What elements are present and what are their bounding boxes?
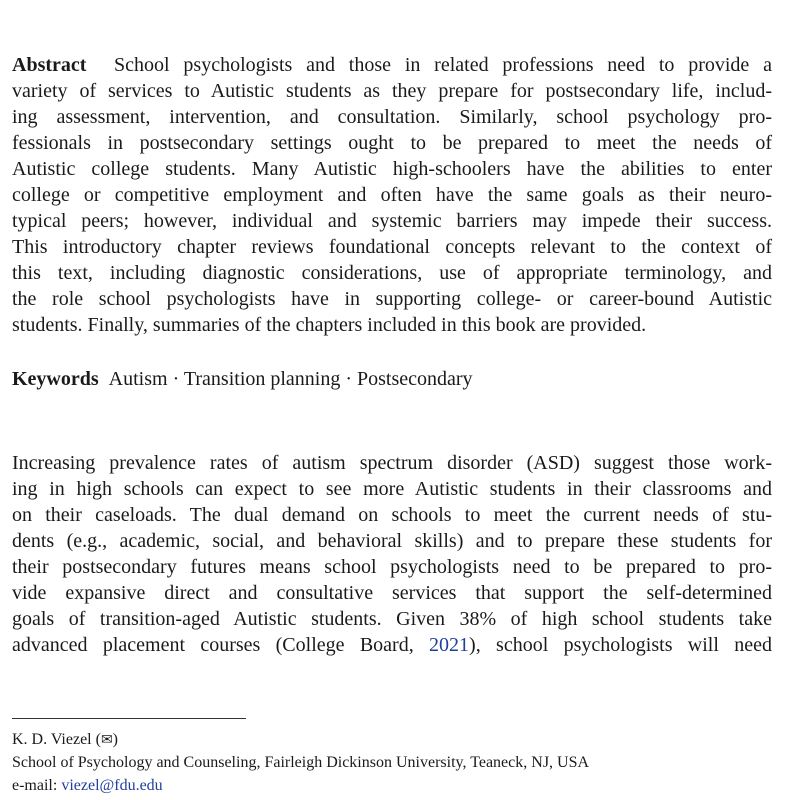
keywords-heading: Keywords bbox=[12, 368, 99, 390]
abstract-line-9: this text, including diagnostic considerations, use of appropriate terminology, and bbox=[12, 262, 772, 284]
abstract-line-7: typical peers; however, individual and systemic barriers may impede their success. bbox=[12, 210, 772, 232]
body-line-1: Increasing prevalence rates of autism spectrum disorder (ASD) suggest those work- bbox=[12, 452, 772, 474]
abstract-text: School psychologists and those in related professions need to provide a bbox=[114, 54, 772, 76]
abstract-line-4: fessionals in postsecondary settings ought to be prepared to meet the needs of bbox=[12, 132, 772, 154]
body-line-3: on their caseloads. The dual demand on schools to meet the current needs of stu- bbox=[12, 504, 772, 526]
keywords-line bbox=[12, 366, 772, 392]
keywords-text: Autism · Transition planning · Postsecondary bbox=[108, 368, 473, 390]
email-label: e-mail: bbox=[12, 777, 62, 794]
abstract-line-5: Autistic college students. Many Autistic high-schoolers have the abilities to enter bbox=[12, 158, 772, 180]
envelope-icon[interactable]: ✉ bbox=[100, 733, 113, 748]
author-name: K. D. Viezel bbox=[12, 731, 92, 748]
abstract-line-11: students. Finally, summaries of the chapters included in this book are provided. bbox=[12, 314, 647, 336]
body-line-8-pre: advanced placement courses (College Board, bbox=[12, 634, 430, 656]
citation-link[interactable]: 2021 bbox=[429, 634, 470, 656]
abstract-line-2: variety of services to Autistic students as they prepare for postsecondary life, includ- bbox=[12, 80, 772, 102]
abstract-line-10: the role school psychologists have in supporting college- or career-bound Autistic bbox=[12, 288, 772, 310]
footnote-affiliation: School of Psychology and Counseling, Fairleigh Dickinson University, Teaneck, NJ, USA bbox=[12, 754, 590, 771]
body-line-2: ing in high schools can expect to see more Autistic students in their classrooms and bbox=[12, 478, 772, 500]
abstract-line-8: This introductory chapter reviews foundational concepts relevant to the context of bbox=[12, 236, 772, 258]
body-line-6: vide expansive direct and consultative services that support the self-determined bbox=[12, 582, 772, 604]
abstract-heading: Abstract bbox=[12, 54, 87, 76]
body-line-5: their postsecondary futures means school psychologists need to be prepared to pro- bbox=[12, 556, 772, 578]
abstract-line-6: college or competitive employment and often have the same goals as their neuro- bbox=[12, 184, 772, 206]
abstract-line-3: ing assessment, intervention, and consultation. Similarly, school psychology pro- bbox=[12, 106, 772, 128]
body-line-8-post: ), school psychologists will need bbox=[469, 634, 772, 656]
body-line-7: goals of transition-aged Autistic students. Given 38% of high school students take bbox=[12, 608, 772, 630]
body-line-4: dents (e.g., academic, social, and behavioral skills) and to prepare these students for bbox=[12, 530, 772, 552]
abstract-line-1 bbox=[12, 52, 772, 78]
footnote-author-line: K. D. Viezel (✉) bbox=[12, 731, 118, 748]
footnote-email-line bbox=[12, 776, 772, 796]
email-link[interactable]: viezel@fdu.edu bbox=[61, 777, 163, 794]
body-line-8 bbox=[12, 632, 772, 658]
footnote-divider bbox=[12, 718, 246, 719]
